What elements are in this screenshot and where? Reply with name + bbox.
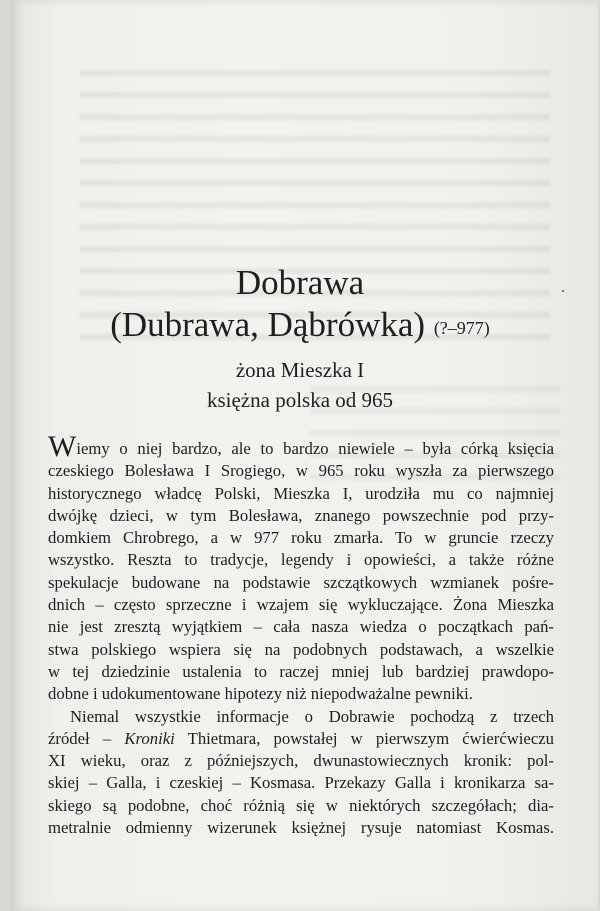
chapter-title: Dobrawa [235, 263, 365, 302]
text-line: nie jest zresztą wyjątkiem – cała nasza wiedza o początkach pań- [48, 617, 554, 637]
drop-cap: W [48, 430, 77, 463]
text-line: wszystko. Reszta to tradycje, legendy i opowieści, a także różne [48, 550, 554, 570]
text-line: Niemal wszystkie informacje o Dobrawie pochodzą z trzech [70, 706, 554, 726]
text-line: domkiem Chrobrego, a w 977 roku zmarła. To w gruncie rzeczy [48, 528, 554, 548]
text-line: historycznego władcę Polski, Mieszka I, urodziła mu co najmniej [48, 483, 554, 503]
body-text [48, 430, 554, 839]
text-line: czeskiego Bolesława I Srogiego, w 965 roku wyszła za pierwszego [48, 461, 554, 481]
text-line: Wiemy o niej bardzo, ale to bardzo niewiele – była córką księcia [48, 430, 554, 463]
paragraph-1 [48, 430, 554, 706]
chapter-header [0, 262, 600, 415]
text-line: dobne i udokumentowane hipotezy niż niepodważalne pewniki. [48, 684, 473, 704]
italic-title: Kroniki [124, 728, 175, 748]
chapter-subtitle: (Dubrawa, Dąbrówka) [110, 305, 426, 344]
text-line: XI wieku, oraz z późniejszych, dwunastowiecznych kronik: pol- [48, 751, 554, 771]
text-line: dwójkę dzieci, w tym Bolesława, znanego powszechnie pod przy- [48, 505, 554, 525]
paragraph-2 [48, 706, 554, 840]
life-dates: (?–977) [433, 318, 490, 338]
text-line: skiego są podobne, choć różnią się w niektórych szczegółach; dia- [48, 795, 554, 815]
text-line: skiej – Galla, i czeskiej – Kosmasa. Przekazy Galla i kronikarza sa- [48, 773, 554, 793]
text-line: w tej dziedzinie ustalenia to raczej mniej lub bardziej prawdopo- [48, 661, 554, 681]
role-line-1: żona Mieszka I [235, 358, 365, 382]
chapter-subtitle-line [0, 304, 600, 349]
text-line: źródeł – Kroniki Thietmara, powstałej w pierwszym ćwierćwieczu [48, 728, 554, 748]
text-line: stwa polskiego wspiera się na podobnych podstawach, a wszelkie [48, 639, 554, 659]
role-line-2: księżna polska od 965 [206, 388, 394, 412]
text-line: spekulacje budowane na podstawie szczątkowych wzmianek pośre- [48, 572, 554, 592]
text-line: dnich – często sprzeczne i wzajem się wykluczające. Żona Mieszka [48, 595, 554, 615]
text-line: metralnie odmienny wizerunek księżnej rysuje natomiast Kosmas. [48, 818, 554, 838]
